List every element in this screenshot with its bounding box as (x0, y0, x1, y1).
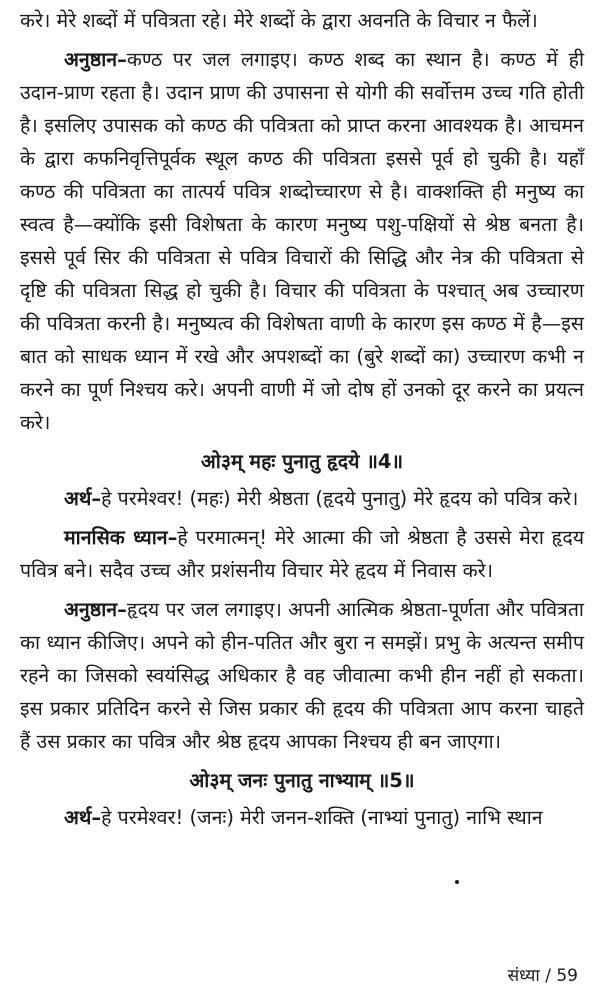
paragraph-lead: अनुष्ठान– (64, 598, 127, 621)
paragraph-text: हृदय पर जल लगाइए। अपनी आत्मिक श्रेष्ठता-पूर्णता और पवित्रता का ध्यान कीजिए। अपने को हीन-पतित और बुरा न समझें। प्रभु के अत्यन्त समीप रहने का जिसको स्वयंसिद्ध अधिकार है वह जीवात्मा कभी हीन नहीं हो सकता। इस प्रकार प्रतिदिन करने से जिस प्रकार की हृदय की पवित्रता आप करना चाहते हैं उस प्रकार का पवित्र और श्रेष्ठ हृदय आपका निश्चय ही बन जाएगा। (20, 598, 584, 753)
paragraph-lead: अनुष्ठान– (64, 48, 127, 71)
page-footer (508, 964, 578, 988)
paragraph-lead: अर्थ– (64, 806, 102, 829)
footer-section: संध्या (507, 966, 540, 986)
paragraph-continuation (20, 4, 584, 37)
page-body (20, 4, 584, 840)
paragraph-arth-5 (20, 801, 584, 834)
footer-separator: / (545, 966, 551, 986)
ink-dot (455, 880, 459, 884)
paragraph-text: कण्ठ पर जल लगाइए। कण्ठ शब्द का स्थान है। कण्ठ में ही उदान-प्राण रहता है। उदान प्राण की उपासना से योगी की सर्वोत्तम उच्च गति होती है। इसलिए उपासक को कण्ठ की पवित्रता को प्राप्त करना आवश्यक है। आचमन के द्वारा कफनिवृत्तिपूर्वक स्थूल कण्ठ की पवित्रता इससे पूर्व हो चुकी है। यहाँ कण्ठ की पवित्रता का तात्पर्य पवित्र शब्दोच्चारण से है। वाक्शक्ति ही मनुष्य का स्वत्व है—क्योंकि इसी विशेषता के कारण मनुष्य पशु-पक्षियों से श्रेष्ठ बनता है। इससे पूर्व सिर की पवित्रता से पवित्र विचारों की सिद्धि और नेत्र की पवित्रता से दृष्टि की पवित्रता सिद्ध हो चुकी है। विचार की पवित्रता के पश्चात् अब उच्चारण की पवित्रता करनी है। मनुष्यत्व की विशेषता वाणी के कारण इस कण्ठ में है—इस बात को साधक ध्यान में रखे और अपशब्दों का (बुरे शब्दों का) उच्चारण कभी न करने का पूर्ण निश्चय करे। अपनी वाणी में जो दोष हों उनको दूर करने का प्रयत्न करे। (20, 48, 584, 434)
paragraph-manasik-dhyan (20, 521, 584, 587)
paragraph-text: हे परमात्मन्! मेरे आत्मा की जो श्रेष्ठता है उससे मेरा हृदय पवित्र बने। सदैव उच्च और प्रशंसनीय विचार मेरे हृदय में निवास करे। (20, 526, 585, 582)
paragraph-lead: अर्थ– (64, 487, 102, 510)
mantra-5: ओ३म् जनः पुनातु नाभ्याम् ॥5॥ (189, 769, 415, 792)
paragraph-anushthan-kanth (20, 43, 584, 439)
paragraph-lead: मानसिक ध्यान– (64, 526, 178, 549)
mantra-4: ओ३म् महः पुनातु हृदये ॥4॥ (200, 450, 404, 473)
paragraph-text: हे परमेश्वर! (जनः) मेरी जनन-शक्ति (नाभ्यां पुनातु) नाभि स्थान (101, 806, 543, 829)
paragraph-anushthan-hriday (20, 593, 584, 758)
paragraph-arth-4 (20, 482, 584, 515)
page-number: 59 (556, 966, 578, 986)
paragraph-text: हे परमेश्वर! (महः) मेरी श्रेष्ठता (हृदये पुनातु) मेरे हृदय को पवित्र करे। (101, 487, 579, 510)
paragraph-text: करे। मेरे शब्दों में पवित्रता रहे। मेरे शब्दों के द्वारा अवनति के विचार न फैलें। (20, 9, 538, 32)
